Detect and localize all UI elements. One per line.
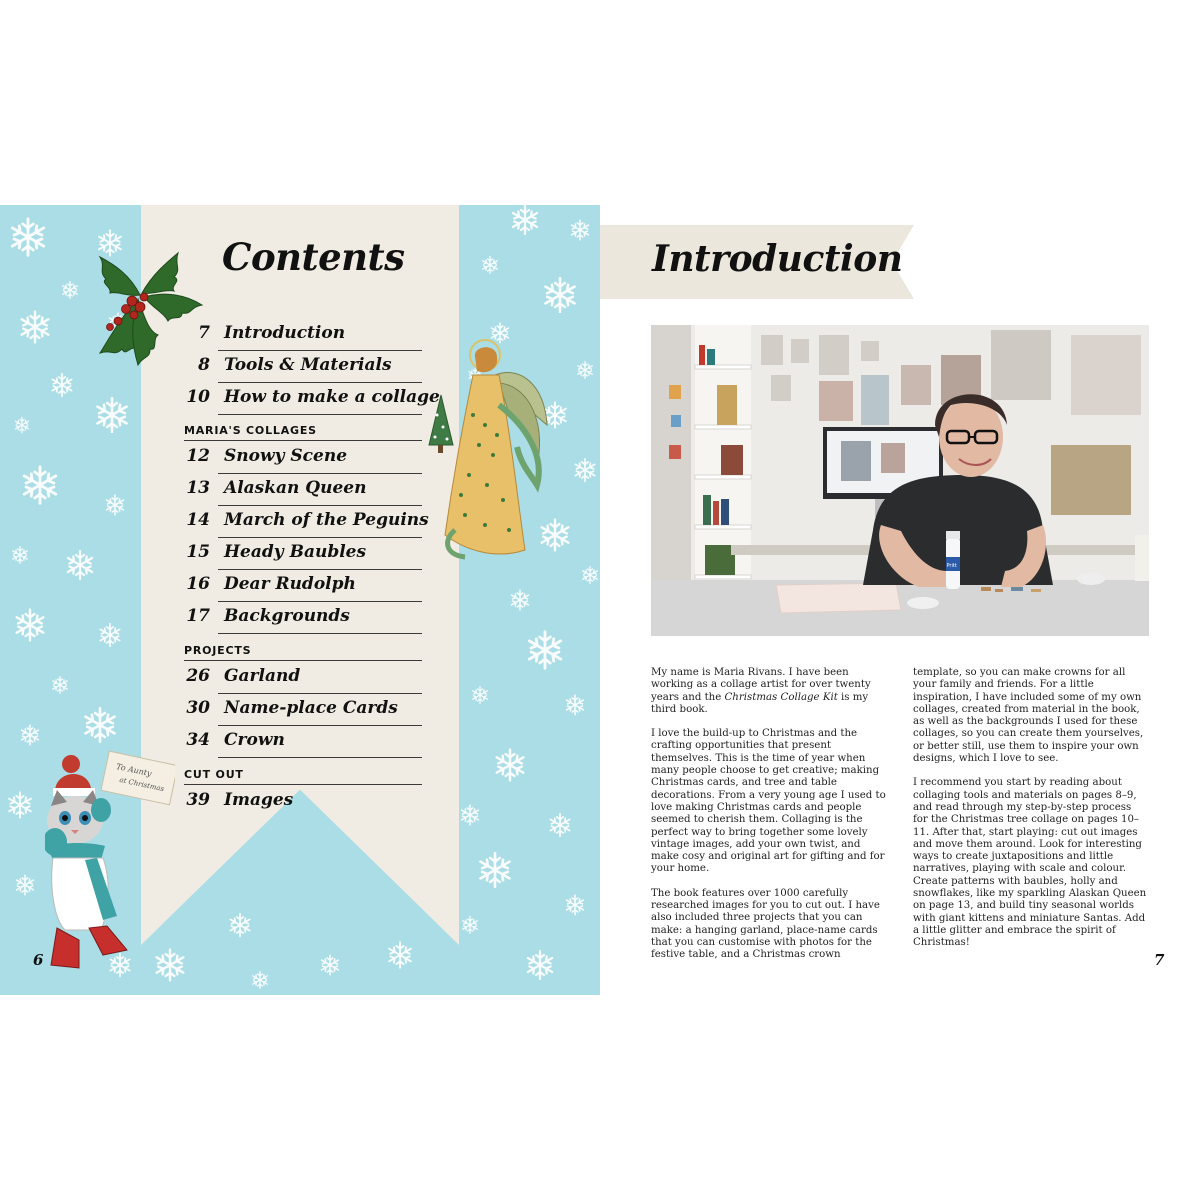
intro-paragraph: template, so you can make crowns for all your family and friends. For a little inspiration, I have included some of my own collages, created from material in the book, as well as the backgrounds I used for these collages, so you can create them yourselves, or better still, use them to inspire your own designs, which I love to see. (913, 667, 1144, 765)
angel-icon (425, 335, 555, 575)
toc-item-how-to[interactable] (186, 382, 440, 415)
toc-page-number: 30 (186, 698, 210, 718)
toc-item-snowy-scene[interactable] (186, 441, 422, 474)
left-page-contents (0, 205, 600, 995)
intro-column-1 (651, 667, 887, 974)
toc-item-march-peguins[interactable] (186, 505, 429, 538)
toc-page-number: 26 (186, 666, 210, 686)
book-spread (0, 205, 1200, 995)
toc-label: Backgrounds (224, 606, 350, 626)
toc-label: Crown (224, 730, 285, 750)
toc-page-number: 17 (186, 606, 210, 626)
toc-page-number: 14 (186, 510, 210, 530)
author-photo (651, 325, 1149, 636)
toc-page-number: 34 (186, 730, 210, 750)
toc-section-heading: PROJECTS (184, 638, 422, 661)
intro-column-2 (913, 667, 1149, 962)
intro-paragraph: The book features over 1000 carefully researched images for you to cut out. I have also included three projects that you can make: a hanging garland, place-name cards that you can customise with photos for the festive table, and a Christmas crown (651, 887, 880, 961)
toc-label: March of the Peguins (224, 510, 429, 530)
toc-label: Garland (224, 666, 301, 686)
toc-item-garland[interactable] (186, 661, 422, 694)
right-page-number: 7 (1154, 951, 1165, 969)
toc-item-crown[interactable] (186, 725, 422, 758)
toc-item-images[interactable] (186, 785, 422, 817)
toc-label: Dear Rudolph (224, 574, 356, 594)
toc-page-number: 7 (198, 323, 210, 343)
toc-label: Introduction (224, 323, 346, 343)
toc-label: Images (224, 790, 294, 810)
kitten-icon (45, 750, 175, 980)
toc-page-number: 10 (186, 387, 210, 407)
toc-page-number: 16 (186, 574, 210, 594)
toc-section-heading: CUT OUT (184, 762, 422, 785)
toc-label: How to make a collage (224, 387, 440, 407)
toc-page-number: 13 (186, 478, 210, 498)
contents-heading: Contents (222, 235, 405, 279)
toc-page-number: 8 (198, 355, 210, 375)
toc-label: Name-place Cards (224, 698, 398, 718)
toc-item-alaskan-queen[interactable] (186, 473, 422, 506)
left-page-number: 6 (33, 951, 44, 969)
intro-paragraph: I love the build-up to Christmas and the crafting opportunities that present themselves. This is the time of year when many people choose to get creative; making Christmas cards, and tree and table decorations. From a very young age I used to love making Christmas cards and people seemed to cherish them. Collaging is the perfect way to bring together some lovely vintage images, add your own twist, and make cosy and original art for gifting and for your home. (651, 728, 886, 875)
toc-item-name-place-cards[interactable] (186, 693, 422, 726)
toc-item-introduction[interactable] (198, 318, 422, 351)
toc-item-tools[interactable] (198, 350, 422, 383)
holly-icon (70, 235, 210, 375)
right-page-introduction (600, 205, 1200, 995)
toc-label: Snowy Scene (224, 446, 348, 466)
toc-section-heading: MARIA'S COLLAGES (184, 418, 422, 441)
intro-paragraph: My name is Maria Rivans. I have been working as a collage artist for over twenty years and the Christmas Collage Kit is my third book. (651, 667, 871, 715)
toc-page-number: 12 (186, 446, 210, 466)
toc-item-dear-rudolph[interactable] (186, 569, 422, 602)
card-text-line1: To Aunty (115, 761, 153, 779)
toc-label: Tools & Materials (224, 355, 392, 375)
introduction-heading: Introduction (652, 238, 903, 280)
toc-item-heady-baubles[interactable] (186, 537, 422, 570)
toc-page-number: 39 (186, 790, 210, 810)
glue-stick-label: Pritt (946, 563, 957, 569)
card-text-line2: at Christmas (118, 775, 165, 794)
toc-label: Alaskan Queen (224, 478, 367, 498)
toc-page-number: 15 (186, 542, 210, 562)
toc-label: Heady Baubles (224, 542, 367, 562)
toc-item-backgrounds[interactable] (186, 601, 422, 634)
intro-paragraph: I recommend you start by reading about collaging tools and materials on pages 8–9, and read through my step-by-step process for the Christmas tree collage on pages 10–11. After that, start playing: cut out images and move them around. Look for interesting ways to create juxtapositions and little narratives, playing with scale and colour. Create patterns with baubles, holly and snowflakes, like my sparkling Alaskan Queen on page 13, and build tiny seasonal worlds with giant kittens and miniature Santas. Add a little glitter and embrace the spirit of Christmas! (913, 777, 1147, 949)
